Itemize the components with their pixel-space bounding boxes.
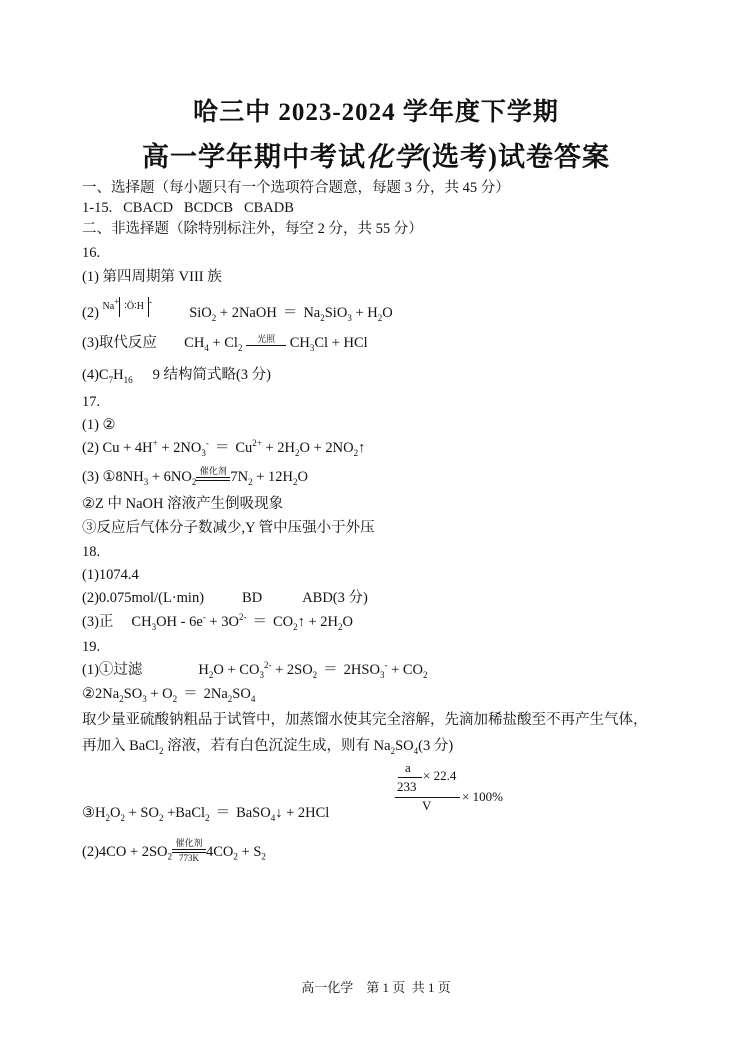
frac-233: 233 <box>397 779 417 794</box>
q16-part2-label: (2) <box>82 305 99 321</box>
q17-part1: (1) ② <box>82 417 116 433</box>
q17-part3b: ②Z 中 NaOH 溶液产生倒吸现象 <box>82 496 284 512</box>
q17-part2: (2) $Cu + 4H^+ + 2NO_3^- = Cu^{2+} + 2H_2O$ + $2NO_2↑$ <box>82 438 366 458</box>
q18-part1: (1)1074.4 <box>82 567 139 583</box>
q16-number: 16. <box>82 245 101 261</box>
q18-part2: (2)0.075mol/(L·min) BD ABD(3 分) <box>82 590 368 606</box>
exam-title-line2 <box>0 135 752 174</box>
exam-title-line1: 哈三中 2023-2024 学年度下学期 <box>193 99 559 126</box>
q17-part3: (3) $①8NH_3 + 6NO_2$ 催化剂 $7N_2 + 12H_2O$ <box>82 466 308 487</box>
frac-pct: × 100% <box>462 789 503 804</box>
section1-heading: 一、选择题（每小题只有一个选项符合题意，每题 3 分，共 45 分） <box>82 180 510 196</box>
q18-number: 18. <box>82 544 101 560</box>
q18-part3: (3)正 $CH_3OH - 6e^- + 3O^{2-}$ ＝ $CO_2↑ + 2H_2O$ <box>82 612 353 632</box>
q19-part1b: $②2Na_2SO_3 + O_2 = 2Na_2SO_4$ <box>82 686 256 704</box>
q16-part1: (1) 第四周期第 VIII 族 <box>82 269 222 285</box>
frac-bar-small <box>398 777 422 778</box>
q19-part1: (1)①过滤 $H_2O + CO_3^{2-} + 2SO_2 = 2HSO_3^- + CO_2$ <box>82 660 428 680</box>
frac-a: a <box>405 760 411 775</box>
title-prefix: 高一学年期中考试 <box>142 142 366 172</box>
q16-equation: SiO$_2$ + 2NaOH ＝ $Na_2SiO_3 + H_2O$ <box>189 305 393 323</box>
page-footer: 高一化学 第 1 页 共 1 页 <box>301 980 451 995</box>
q19-part4: $(2)4CO + 2SO_2$ 催化剂 773K $4CO_2 + S_2$ <box>82 838 266 863</box>
q19-number: 19. <box>82 639 101 655</box>
frac-v: V <box>422 798 432 813</box>
q16-part4: $(4)C_7H_{16}$ 9 结构简式略(3 分) <box>82 367 271 385</box>
mc-answers: 1-15. CBACD BCDCB CBADB <box>82 200 294 216</box>
q16-part3: (3)取代反应 $CH_4 + Cl_2$ 光照 $CH_3Cl$ + HCl <box>82 333 368 353</box>
frac-mul: × 22.4 <box>423 768 457 783</box>
title-suffix: (选考)试卷答案 <box>422 142 610 172</box>
q16-part2 <box>82 296 393 323</box>
q19-text1: 取少量亚硫酸钠粗品于试管中，加蒸馏水使其完全溶解，先滴加稀盐酸至不再产生气体， <box>82 712 648 728</box>
title-subject: 化学 <box>366 142 422 173</box>
q17-number: 17. <box>82 394 101 410</box>
naoh-electron-formula: Na+ ∶Ö∶H - <box>103 297 152 317</box>
section2-heading: 二、非选择题（除特别标注外，每空 2 分，共 55 分） <box>82 221 423 237</box>
q19-part3: $③H_2O_2 + SO_2$ +BaCl$_2$ ＝ BaSO$_4$↓ + 2HCl <box>82 805 330 823</box>
q17-part3c: ③反应后气体分子数减少,Y 管中压强小于外压 <box>82 520 375 536</box>
q19-text2: 再加入 BaCl$_2$ 溶液，若有白色沉淀生成，则有 $Na_2SO_4(3$ 分) <box>82 738 454 756</box>
